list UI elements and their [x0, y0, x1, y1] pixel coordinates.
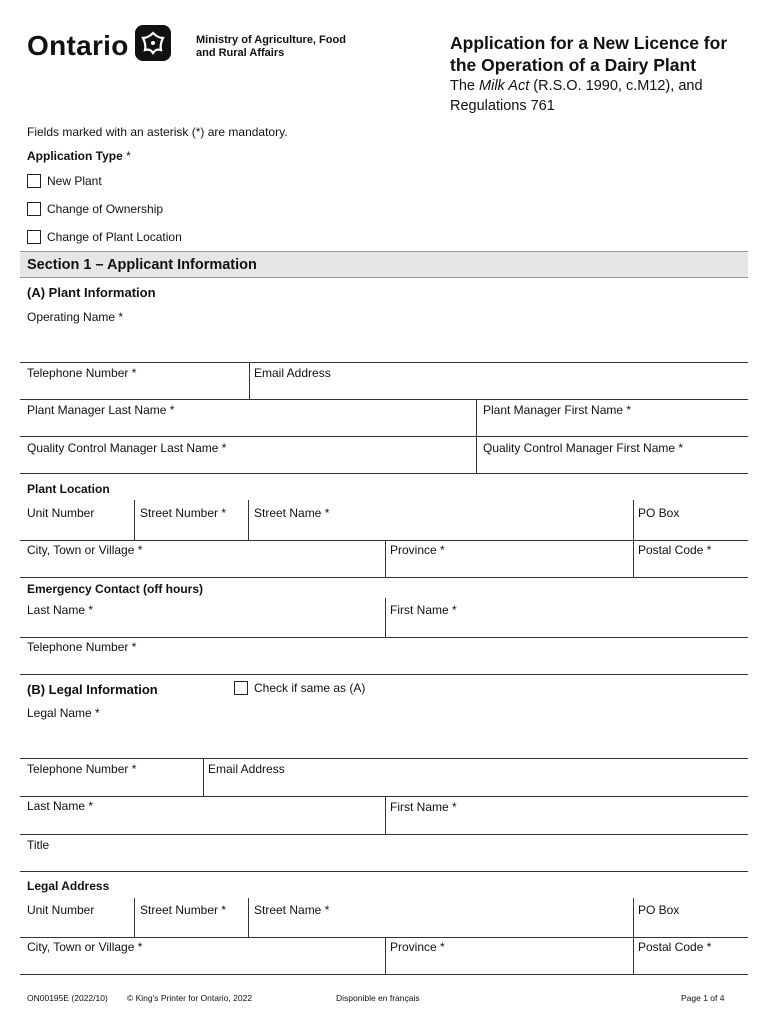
section-1-header [20, 251, 748, 278]
legal-address-heading: Legal Address [27, 879, 110, 893]
legal-street-name-label: Street Name * [254, 903, 330, 917]
legal-street-number-label: Street Number * [140, 903, 227, 917]
legal-title-label: Title [27, 838, 50, 852]
plant-information-title: (A) Plant Information [27, 285, 156, 300]
new-plant-checkbox[interactable] [27, 174, 41, 188]
legal-unit-label: Unit Number [27, 903, 95, 917]
trillium-logo-icon [135, 25, 171, 61]
plant-street-name-label: Street Name * [254, 506, 330, 520]
form-id: ON00195E (2022/10) [27, 993, 108, 1003]
plant-location-heading: Plant Location [27, 482, 110, 496]
mandatory-note: Fields marked with an asterisk (*) are mandatory. [27, 125, 288, 139]
change-location-checkbox[interactable] [27, 230, 41, 244]
page-number: Page 1 of 4 [681, 993, 725, 1003]
legal-information-title: (B) Legal Information [27, 682, 158, 697]
section-1-title: Section 1 – Applicant Information [27, 257, 257, 273]
qc-manager-last-label: Quality Control Manager Last Name * [27, 441, 227, 455]
ministry-name [196, 34, 346, 60]
plant-street-number-label: Street Number * [140, 506, 227, 520]
form-subtitle: The Milk Act (R.S.O. 1990, c.M12), and [450, 78, 703, 94]
same-as-a-option[interactable]: Check if same as (A) [234, 681, 365, 695]
emergency-first-label: First Name * [390, 603, 457, 617]
plant-postal-label: Postal Code * [638, 543, 712, 557]
option-change-location[interactable]: Change of Plant Location [27, 230, 182, 244]
legal-city-label: City, Town or Village * [27, 940, 143, 954]
form-title-line-2: the Operation of a Dairy Plant [450, 55, 697, 75]
emergency-contact-heading: Emergency Contact (off hours) [27, 582, 204, 596]
legal-telephone-label: Telephone Number * [27, 762, 137, 776]
option-new-plant[interactable]: New Plant [27, 174, 102, 188]
legal-email-label: Email Address [208, 762, 285, 776]
application-type-heading: Application Type * [27, 149, 131, 163]
same-as-a-checkbox[interactable] [234, 681, 248, 695]
legal-postal-label: Postal Code * [638, 940, 712, 954]
operating-name-label: Operating Name * [27, 310, 124, 324]
plant-telephone-label: Telephone Number * [27, 366, 137, 380]
copyright: © King's Printer for Ontario, 2022 [127, 993, 253, 1003]
plant-po-box-label: PO Box [638, 506, 680, 520]
operating-name-input[interactable] [20, 326, 748, 362]
plant-province-label: Province * [390, 543, 445, 557]
plant-manager-last-label: Plant Manager Last Name * [27, 403, 175, 417]
legal-first-name-label: First Name * [390, 800, 457, 814]
plant-unit-label: Unit Number [27, 506, 95, 520]
emergency-last-label: Last Name * [27, 603, 94, 617]
ontario-logo-text: Ontario [27, 30, 129, 61]
ministry-line-2: and Rural Affairs [196, 47, 285, 59]
option-change-ownership[interactable]: Change of Ownership [27, 202, 163, 216]
plant-city-label: City, Town or Village * [27, 543, 143, 557]
qc-manager-first-label: Quality Control Manager First Name * [483, 441, 684, 455]
ministry-line-1: Ministry of Agriculture, Food [196, 34, 346, 46]
legal-last-name-label: Last Name * [27, 799, 94, 813]
plant-email-label: Email Address [254, 366, 331, 380]
form-title-line-1: Application for a New Licence for [450, 33, 728, 53]
emergency-telephone-label: Telephone Number * [27, 640, 137, 654]
french-availability: Disponible en français [336, 993, 420, 1003]
legal-province-label: Province * [390, 940, 445, 954]
form-subtitle-line-2: Regulations 761 [450, 98, 555, 114]
plant-manager-first-label: Plant Manager First Name * [483, 403, 632, 417]
legal-po-box-label: PO Box [638, 903, 680, 917]
legal-name-label: Legal Name * [27, 706, 100, 720]
change-ownership-checkbox[interactable] [27, 202, 41, 216]
form-title-block [450, 32, 727, 116]
